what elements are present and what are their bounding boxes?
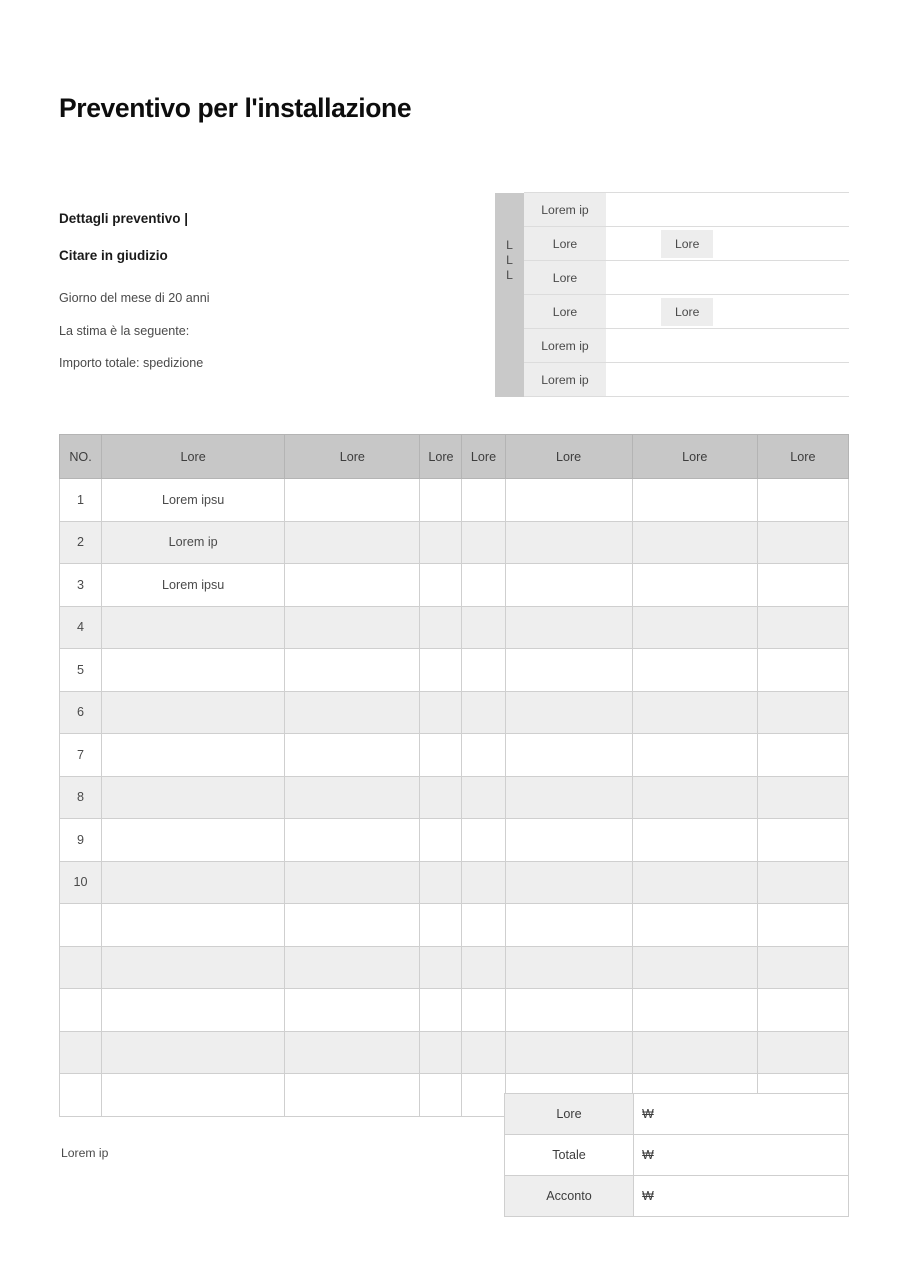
table-cell[interactable] xyxy=(462,946,505,989)
table-cell[interactable] xyxy=(632,861,757,904)
totals-row-label: Totale xyxy=(505,1135,634,1176)
table-cell[interactable] xyxy=(632,989,757,1032)
table-cell[interactable] xyxy=(632,606,757,649)
table-cell[interactable] xyxy=(505,691,632,734)
table-cell[interactable] xyxy=(632,904,757,947)
table-row[interactable] xyxy=(60,649,849,692)
column-header-5: Lore xyxy=(505,435,632,479)
info-row-value xyxy=(606,193,849,227)
row-number-cell[interactable]: 1 xyxy=(60,479,102,522)
table-cell[interactable] xyxy=(757,521,848,564)
column-header-4: Lore xyxy=(462,435,505,479)
side-label-line-2: L xyxy=(506,253,513,268)
info-table-side-band xyxy=(495,193,524,329)
table-cell[interactable] xyxy=(632,691,757,734)
table-cell[interactable] xyxy=(632,521,757,564)
table-cell[interactable] xyxy=(757,819,848,862)
quote-details-block xyxy=(59,212,379,370)
info-row-value-text: Lore xyxy=(661,298,713,326)
totals-row-value[interactable]: ₩ xyxy=(634,1176,849,1217)
table-cell[interactable] xyxy=(505,776,632,819)
table-cell[interactable] xyxy=(505,861,632,904)
table-row[interactable] xyxy=(60,904,849,947)
table-cell[interactable] xyxy=(420,819,462,862)
column-header-2: Lore xyxy=(285,435,420,479)
line-items-table xyxy=(59,434,849,1117)
row-number-cell[interactable] xyxy=(60,946,102,989)
table-cell[interactable] xyxy=(102,1031,285,1074)
quote-details-heading: Dettagli preventivo | xyxy=(59,211,189,226)
table-cell[interactable] xyxy=(505,649,632,692)
info-row-value xyxy=(606,227,849,261)
table-cell[interactable] xyxy=(632,946,757,989)
totals-row-label: Lore xyxy=(505,1094,634,1135)
column-header-1: Lore xyxy=(102,435,285,479)
quote-subject-heading: Citare in giudizio xyxy=(59,247,168,263)
table-cell[interactable] xyxy=(285,649,420,692)
row-number-cell[interactable] xyxy=(60,904,102,947)
table-cell[interactable] xyxy=(462,819,505,862)
row-number-cell[interactable] xyxy=(60,1074,102,1117)
table-cell[interactable] xyxy=(462,1074,505,1117)
row-number-cell[interactable]: 3 xyxy=(60,564,102,607)
info-row-value-text: Lore xyxy=(661,230,713,258)
column-header-3: Lore xyxy=(420,435,462,479)
table-cell[interactable]: Lorem ipsu xyxy=(102,564,285,607)
info-table-side-band-filler xyxy=(495,329,524,363)
table-cell[interactable] xyxy=(102,776,285,819)
table-cell[interactable] xyxy=(462,989,505,1032)
table-cell[interactable] xyxy=(757,861,848,904)
table-row[interactable] xyxy=(60,606,849,649)
table-cell[interactable] xyxy=(420,989,462,1032)
row-number-cell[interactable]: 4 xyxy=(60,606,102,649)
table-row[interactable] xyxy=(60,691,849,734)
table-cell[interactable] xyxy=(285,691,420,734)
table-cell[interactable] xyxy=(505,989,632,1032)
table-cell[interactable] xyxy=(420,946,462,989)
table-cell[interactable] xyxy=(102,861,285,904)
table-header-row xyxy=(60,435,849,479)
info-row-value xyxy=(606,329,849,363)
page-title: Preventivo per l'installazione xyxy=(59,93,412,123)
table-row[interactable] xyxy=(60,819,849,862)
table-cell[interactable] xyxy=(420,1031,462,1074)
table-cell[interactable] xyxy=(102,691,285,734)
row-number-cell[interactable] xyxy=(60,1031,102,1074)
table-cell[interactable] xyxy=(420,734,462,777)
info-row-value xyxy=(606,295,849,329)
table-cell[interactable] xyxy=(462,606,505,649)
table-cell[interactable] xyxy=(420,1074,462,1117)
table-cell[interactable] xyxy=(420,904,462,947)
table-cell[interactable] xyxy=(462,691,505,734)
table-cell[interactable] xyxy=(285,989,420,1032)
table-cell[interactable] xyxy=(102,606,285,649)
table-cell[interactable] xyxy=(102,734,285,777)
row-number-cell[interactable] xyxy=(60,989,102,1032)
totals-row xyxy=(505,1094,849,1135)
table-cell[interactable] xyxy=(102,1074,285,1117)
table-cell[interactable] xyxy=(462,904,505,947)
info-table-side-band-filler xyxy=(495,363,524,397)
table-cell[interactable] xyxy=(757,776,848,819)
table-row[interactable] xyxy=(60,946,849,989)
table-cell[interactable] xyxy=(505,904,632,947)
table-cell[interactable] xyxy=(285,776,420,819)
totals-table xyxy=(504,1093,849,1217)
table-cell[interactable] xyxy=(102,649,285,692)
table-cell[interactable] xyxy=(420,564,462,607)
info-table-row xyxy=(495,329,849,363)
info-row-label: Lore xyxy=(524,295,606,329)
table-row[interactable] xyxy=(60,776,849,819)
table-cell[interactable] xyxy=(462,521,505,564)
row-number-cell[interactable]: 7 xyxy=(60,734,102,777)
info-table-row xyxy=(495,363,849,397)
table-cell[interactable] xyxy=(420,861,462,904)
column-header-7: Lore xyxy=(757,435,848,479)
info-row-label: Lorem ip xyxy=(524,329,606,363)
totals-row-value[interactable]: ₩ xyxy=(634,1094,849,1135)
table-row[interactable] xyxy=(60,734,849,777)
table-cell[interactable] xyxy=(420,776,462,819)
info-table-row xyxy=(495,227,849,261)
info-table-side-label xyxy=(495,238,524,283)
row-number-cell[interactable]: 5 xyxy=(60,649,102,692)
totals-row-label: Acconto xyxy=(505,1176,634,1217)
table-cell[interactable] xyxy=(285,564,420,607)
info-table-row xyxy=(495,295,849,329)
table-cell[interactable] xyxy=(505,734,632,777)
table-cell[interactable] xyxy=(462,649,505,692)
table-row[interactable] xyxy=(60,861,849,904)
table-cell[interactable] xyxy=(285,819,420,862)
table-cell[interactable]: Lorem ipsu xyxy=(102,479,285,522)
table-cell[interactable] xyxy=(505,521,632,564)
table-cell[interactable] xyxy=(505,564,632,607)
table-cell[interactable] xyxy=(285,1074,420,1117)
table-cell[interactable] xyxy=(632,776,757,819)
row-number-cell[interactable]: 8 xyxy=(60,776,102,819)
table-cell[interactable] xyxy=(632,479,757,522)
table-cell[interactable] xyxy=(420,649,462,692)
table-row[interactable] xyxy=(60,1031,849,1074)
totals-row xyxy=(505,1135,849,1176)
table-cell[interactable] xyxy=(757,564,848,607)
table-cell[interactable] xyxy=(285,861,420,904)
table-cell[interactable] xyxy=(757,691,848,734)
supplier-info-table xyxy=(495,192,849,397)
table-cell[interactable] xyxy=(462,861,505,904)
side-label-line-3: L xyxy=(506,267,513,282)
info-table-row xyxy=(495,261,849,295)
table-cell[interactable] xyxy=(757,649,848,692)
table-cell[interactable] xyxy=(102,819,285,862)
table-cell[interactable] xyxy=(285,606,420,649)
quote-info-line-2: La stima è la seguente: xyxy=(59,323,190,338)
table-cell[interactable] xyxy=(462,479,505,522)
footer-note: Lorem ip xyxy=(61,1146,109,1160)
table-cell[interactable] xyxy=(632,734,757,777)
table-cell[interactable] xyxy=(757,1031,848,1074)
row-number-cell[interactable]: 9 xyxy=(60,819,102,862)
table-cell[interactable] xyxy=(420,606,462,649)
table-cell[interactable] xyxy=(285,734,420,777)
table-cell[interactable] xyxy=(505,1031,632,1074)
info-row-value xyxy=(606,261,849,295)
table-cell[interactable] xyxy=(757,606,848,649)
quote-info-line-1: Giorno del mese di 20 anni xyxy=(59,291,210,305)
table-row[interactable] xyxy=(60,989,849,1032)
column-header-6: Lore xyxy=(632,435,757,479)
table-cell[interactable] xyxy=(285,1031,420,1074)
table-cell[interactable] xyxy=(632,564,757,607)
table-cell[interactable] xyxy=(102,989,285,1032)
row-number-cell[interactable]: 6 xyxy=(60,691,102,734)
info-row-label: Lorem ip xyxy=(524,193,606,227)
table-row[interactable] xyxy=(60,564,849,607)
table-cell[interactable] xyxy=(505,606,632,649)
table-cell[interactable] xyxy=(462,734,505,777)
quote-info-line-3: Importo totale: spedizione xyxy=(59,356,204,371)
table-cell[interactable] xyxy=(462,564,505,607)
row-number-cell[interactable]: 2 xyxy=(60,521,102,564)
table-cell[interactable] xyxy=(632,819,757,862)
table-cell[interactable] xyxy=(420,691,462,734)
table-cell[interactable] xyxy=(505,819,632,862)
info-row-label: Lorem ip xyxy=(524,363,606,397)
table-cell[interactable] xyxy=(632,649,757,692)
column-header-no: NO. xyxy=(60,435,102,479)
table-cell[interactable] xyxy=(757,479,848,522)
table-cell[interactable] xyxy=(102,904,285,947)
table-cell[interactable] xyxy=(757,904,848,947)
info-row-value xyxy=(606,363,849,397)
row-number-cell[interactable]: 10 xyxy=(60,861,102,904)
table-row[interactable] xyxy=(60,479,849,522)
totals-row xyxy=(505,1176,849,1217)
info-table-row xyxy=(495,193,849,227)
table-cell[interactable] xyxy=(505,479,632,522)
table-cell[interactable] xyxy=(420,521,462,564)
table-cell[interactable] xyxy=(102,946,285,989)
info-row-label: Lore xyxy=(524,261,606,295)
table-cell[interactable] xyxy=(285,479,420,522)
table-cell[interactable] xyxy=(462,1031,505,1074)
table-cell[interactable] xyxy=(420,479,462,522)
table-cell[interactable] xyxy=(285,946,420,989)
table-cell[interactable] xyxy=(757,946,848,989)
table-cell[interactable] xyxy=(462,776,505,819)
table-cell[interactable] xyxy=(285,521,420,564)
table-cell[interactable] xyxy=(757,734,848,777)
table-cell[interactable] xyxy=(632,1031,757,1074)
table-cell[interactable]: Lorem ip xyxy=(102,521,285,564)
table-cell[interactable] xyxy=(505,946,632,989)
side-label-line-1: L xyxy=(506,238,513,253)
table-cell[interactable] xyxy=(285,904,420,947)
totals-row-value[interactable]: ₩ xyxy=(634,1135,849,1176)
table-row[interactable] xyxy=(60,521,849,564)
table-cell[interactable] xyxy=(757,989,848,1032)
info-row-label: Lore xyxy=(524,227,606,261)
